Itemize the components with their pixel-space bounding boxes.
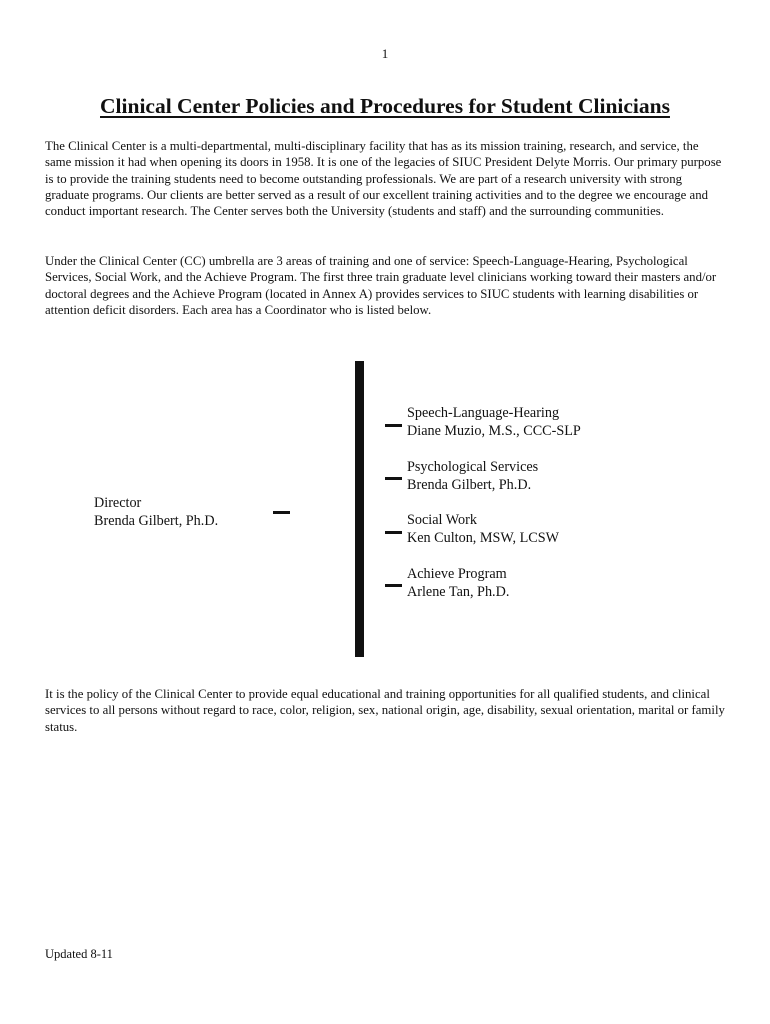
area-block-achieve-program bbox=[407, 565, 509, 601]
area-connector bbox=[385, 584, 402, 587]
areas-paragraph: Under the Clinical Center (CC) umbrella are 3 areas of training and one of service: Speech-Language-Hearing, Psychological Services, Social Work, and the Achieve Program. The first three train graduate level clinicians working toward their masters and/or doctoral degrees and the Achieve Program (located in Annex A) provides services to SIUC students with learning disabilities or attention deficit disorders. Each area has a Coordinator who is listed below. bbox=[45, 254, 717, 317]
page-number: 1 bbox=[381, 46, 389, 61]
director-block bbox=[94, 494, 218, 530]
area-block-psychological-services bbox=[407, 458, 538, 494]
intro-paragraph: The Clinical Center is a multi-departmental, multi-disciplinary facility that has as its mission training, research, and service, the same mission it had when opening its doors in 1958. It is one of the legacies of SIUC President Delyte Morris. Our primary purpose is to provide the training students need to become outstanding professionals. We are part of a research university with strong graduate programs. Our clients are better served as a result of our excellent training activities and to the degree we encourage and conduct important research. The Center serves both the University (students and staff) and the surrounding communities. bbox=[45, 139, 722, 219]
area-title: Achieve Program bbox=[407, 566, 507, 582]
area-title: Social Work bbox=[407, 512, 477, 528]
area-coordinator: Arlene Tan, Ph.D. bbox=[407, 584, 510, 600]
area-connector bbox=[385, 531, 402, 534]
footer-updated: Updated 8-11 bbox=[45, 947, 113, 961]
director-connector bbox=[273, 511, 290, 514]
director-name: Brenda Gilbert, Ph.D. bbox=[94, 513, 219, 529]
area-connector bbox=[385, 477, 402, 480]
area-coordinator: Diane Muzio, M.S., CCC-SLP bbox=[407, 423, 581, 439]
policy-paragraph: It is the policy of the Clinical Center to provide equal educational and training opportunities for all qualified students, and clinical services to all persons without regard to race, color, religion, sex, national origin, age, disability, sexual orientation, marital or family status. bbox=[45, 687, 725, 734]
area-connector bbox=[385, 424, 402, 427]
org-chart-bar bbox=[355, 361, 364, 657]
area-block-social-work bbox=[407, 511, 559, 547]
area-title: Speech-Language-Hearing bbox=[407, 405, 560, 421]
area-title: Psychological Services bbox=[407, 459, 539, 475]
area-coordinator: Brenda Gilbert, Ph.D. bbox=[407, 477, 532, 493]
area-coordinator: Ken Culton, MSW, LCSW bbox=[407, 530, 560, 546]
area-block-speech-language-hearing bbox=[407, 404, 581, 440]
director-role: Director bbox=[94, 495, 142, 511]
page-title: Clinical Center Policies and Procedures for Student Clinicians bbox=[100, 94, 670, 118]
